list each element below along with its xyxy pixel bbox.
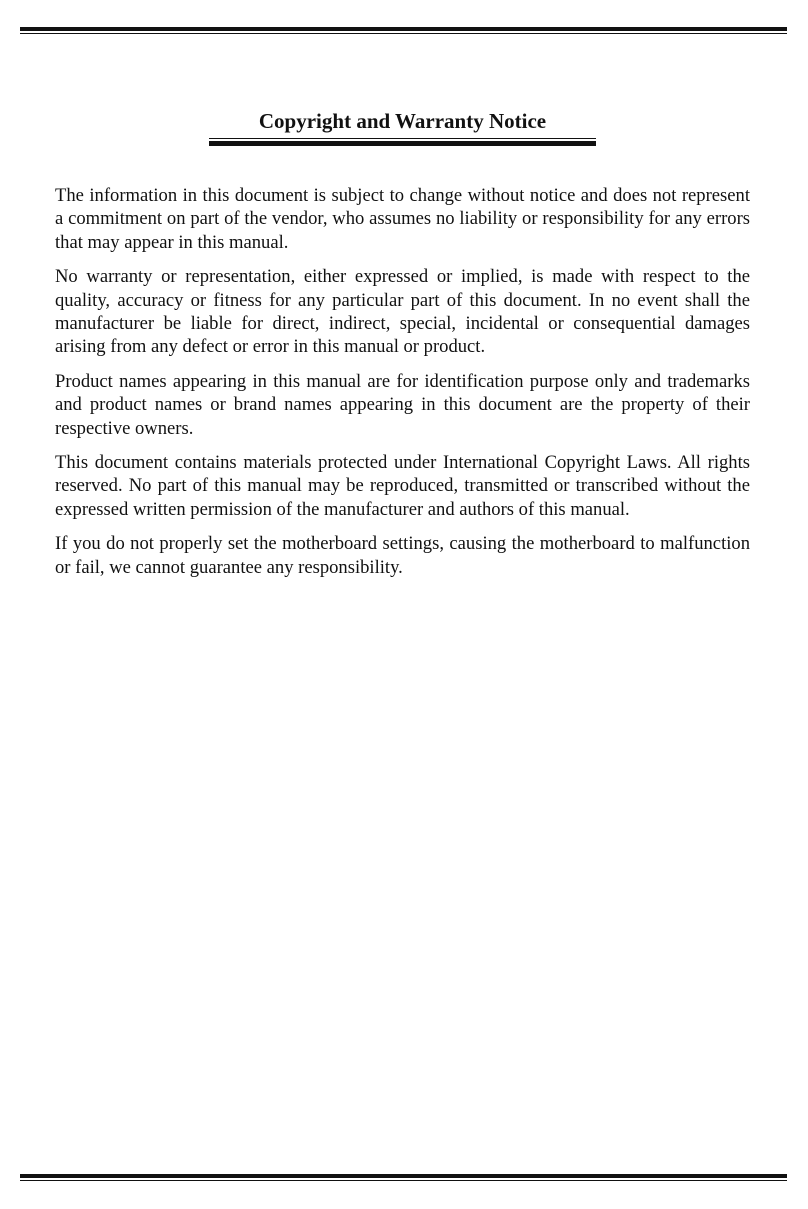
paragraph-responsibility: If you do not properly set the motherboard settings, causing the motherboard to malfunction or fail, we cannot guarantee any responsibility. [55, 533, 750, 578]
notice-body [55, 184, 750, 590]
title-underline-thick [209, 141, 596, 146]
page-title: Copyright and Warranty Notice [258, 109, 547, 133]
header-rule [20, 27, 787, 34]
footer-rule-thin-line [20, 1180, 787, 1181]
paragraph-no-warranty: No warranty or representation, either expressed or implied, is made with respect to the quality, accuracy or fitness for any particular part of this document. In no event shall the manufacturer be liable for direct, indirect, special, incidental or consequential damages arising from any defect or error in this manual or product. [55, 266, 750, 358]
paragraph-change-notice: The information in this document is subject to change without notice and does not represent a commitment on part of the vendor, who assumes no liability or responsibility for any errors that may appear in this manual. [55, 185, 750, 253]
title-block [209, 107, 596, 146]
paragraph-copyright: This document contains materials protected under International Copyright Laws. All rights reserved. No part of this manual may be reproduced, transmitted or transcribed without the expressed written permission of the manufacturer and authors of this manual. [55, 452, 750, 520]
header-rule-thin-line [20, 33, 787, 34]
paragraph-trademarks: Product names appearing in this manual are for identification purpose only and trademarks and product names or brand names appearing in this document are the property of their respective owners. [55, 370, 750, 439]
footer-rule [20, 1174, 787, 1181]
